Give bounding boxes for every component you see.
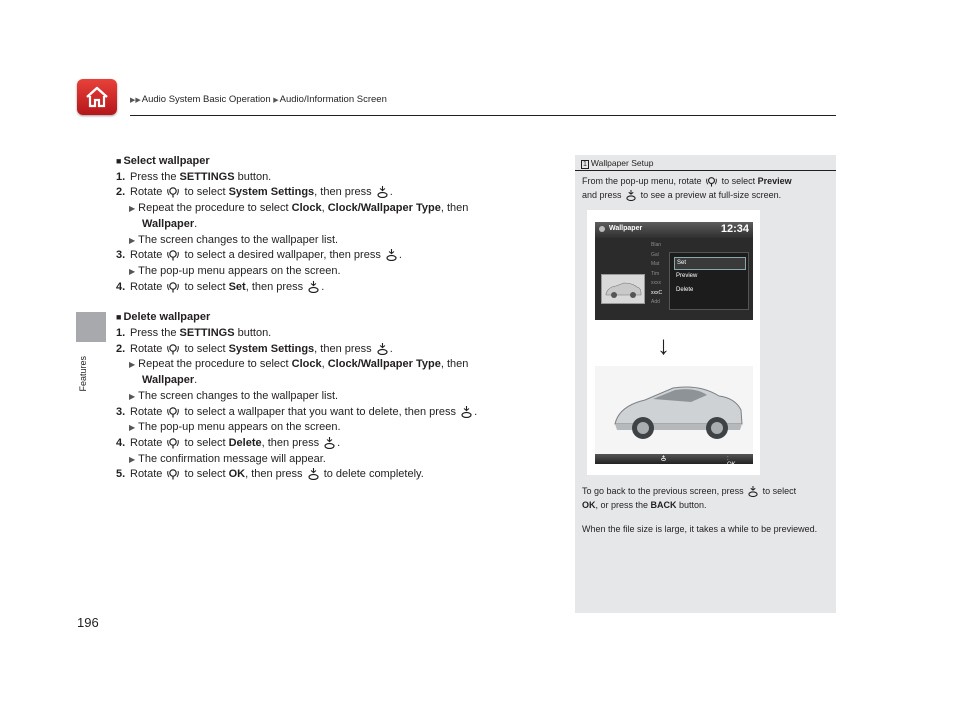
list-item[interactable]: Mat [651, 261, 660, 267]
header-divider [130, 115, 836, 116]
breadcrumb-arrow-icon: ▶▶ [130, 97, 141, 104]
step-result: ▶ Repeat the procedure to select Clock, Clock/Wallpaper Type, then [129, 202, 469, 215]
step-result: ▶ The pop-up menu appears on the screen. [129, 421, 341, 434]
wallpaper-list [651, 242, 669, 309]
popup-menu [669, 252, 749, 310]
list-item[interactable]: Tim [651, 270, 660, 277]
list-item[interactable]: Blan [651, 242, 662, 248]
press-knob-icon [748, 486, 758, 497]
step: 2. Rotate to select System Settings, then press . [116, 342, 393, 355]
square-bullet-icon: ■ [116, 156, 122, 166]
ok-label: : OK [661, 455, 666, 462]
press-knob-icon [661, 455, 666, 461]
press-knob-icon [308, 468, 319, 480]
popup-item-delete[interactable]: Delete [676, 287, 694, 293]
step: 1. Press the SETTINGS button. [116, 327, 272, 340]
screen-illustration [587, 210, 760, 475]
result-arrow-icon: ▶ [129, 423, 136, 433]
screen-title-bar [595, 222, 753, 238]
step-result-cont: Wallpaper. [142, 374, 198, 387]
selector-knob-icon [706, 176, 717, 187]
step-result: ▶ The screen changes to the wallpaper list. [129, 389, 339, 402]
note-caption: 1 Wallpaper Setup [583, 158, 654, 168]
press-knob-icon [386, 249, 397, 261]
step-result: ▶ The confirmation message will appear. [129, 452, 326, 465]
step: 3. Rotate to select a wallpaper that you want to delete, then press . [116, 405, 478, 418]
selector-knob-icon [167, 437, 179, 449]
press-knob-icon [626, 190, 636, 201]
step-result: ▶ The screen changes to the wallpaper list. [129, 233, 339, 246]
car-preview-icon [595, 366, 753, 454]
screen-clock: 12:34 [720, 223, 749, 235]
step: 4. Rotate to select Delete, then press . [116, 436, 341, 449]
preview-screen [595, 366, 753, 462]
home-icon [85, 85, 109, 109]
note-panel [575, 155, 836, 613]
section-title: ■ Delete wallpaper [116, 311, 211, 324]
list-item[interactable]: xxxC [651, 289, 663, 296]
step: 5. Rotate to select OK, then press to delete completely. [116, 468, 424, 481]
step: 1. Press the SETTINGS button. [116, 170, 272, 183]
section-title: ■ Select wallpaper [116, 155, 210, 167]
car-thumbnail-icon [602, 275, 644, 303]
selector-knob-icon [167, 249, 179, 261]
main-instructions [116, 154, 556, 483]
breadcrumb-item[interactable]: Audio System Basic Operation [141, 94, 271, 105]
note-ref-icon: 1 [583, 161, 587, 168]
selector-knob-icon [167, 281, 179, 293]
result-arrow-icon: ▶ [129, 204, 136, 214]
result-arrow-icon: ▶ [129, 360, 136, 370]
step: 2. Rotate to select System Settings, then press . [116, 186, 393, 199]
section-tab [76, 312, 106, 342]
result-arrow-icon: ▶ [129, 266, 136, 276]
note-paragraph: From the pop-up menu, rotate to select Preview and press to see a preview at full-size screen. [582, 176, 792, 200]
popup-item-set[interactable]: Set [674, 257, 746, 270]
selector-knob-icon [167, 468, 179, 480]
result-arrow-icon: ▶ [129, 454, 136, 464]
press-knob-icon [377, 343, 388, 355]
selector-knob-icon [167, 186, 179, 198]
selector-knob-icon [167, 406, 179, 418]
press-knob-icon [461, 406, 472, 418]
step-result: ▶ The pop-up menu appears on the screen. [129, 264, 341, 277]
result-arrow-icon: ▶ [129, 235, 136, 245]
breadcrumb-item[interactable]: Audio/Information Screen [279, 94, 387, 105]
arrow-down-icon: ↓ [657, 330, 670, 360]
list-item[interactable]: Gal [651, 251, 659, 258]
list-item[interactable]: Add [651, 299, 660, 305]
press-knob-icon [377, 186, 388, 198]
note-paragraph: To go back to the previous screen, press to select OK, or press the BACK button. [582, 486, 797, 510]
step-result-cont: Wallpaper. [142, 217, 198, 230]
step: 3. Rotate to select a desired wallpaper, then press . [116, 249, 402, 262]
breadcrumb [130, 94, 387, 105]
wallpaper-thumbnail [601, 274, 645, 304]
home-button[interactable] [77, 79, 117, 115]
step: 4. Rotate to select Set, then press . [116, 280, 325, 293]
list-item[interactable]: xxxx [651, 280, 661, 286]
screen-icon [599, 226, 605, 232]
note-divider [575, 170, 836, 171]
wallpaper-screen [595, 222, 753, 320]
press-knob-icon [308, 281, 319, 293]
step-result: ▶ Repeat the procedure to select Clock, Clock/Wallpaper Type, then [129, 358, 469, 371]
square-bullet-icon: ■ [116, 312, 122, 323]
selector-knob-icon [167, 343, 179, 355]
section-label: Features [78, 356, 88, 392]
ok-bar[interactable] [595, 454, 753, 468]
popup-item-preview[interactable]: Preview [676, 273, 698, 279]
screen-title: Wallpaper [609, 225, 643, 232]
note-paragraph: When the file size is large, it takes a while to be previewed. [582, 524, 818, 534]
result-arrow-icon: ▶ [129, 391, 136, 401]
page-number: 196 [77, 615, 99, 630]
breadcrumb-arrow-icon: ▶ [273, 97, 279, 104]
press-knob-icon [324, 437, 335, 449]
